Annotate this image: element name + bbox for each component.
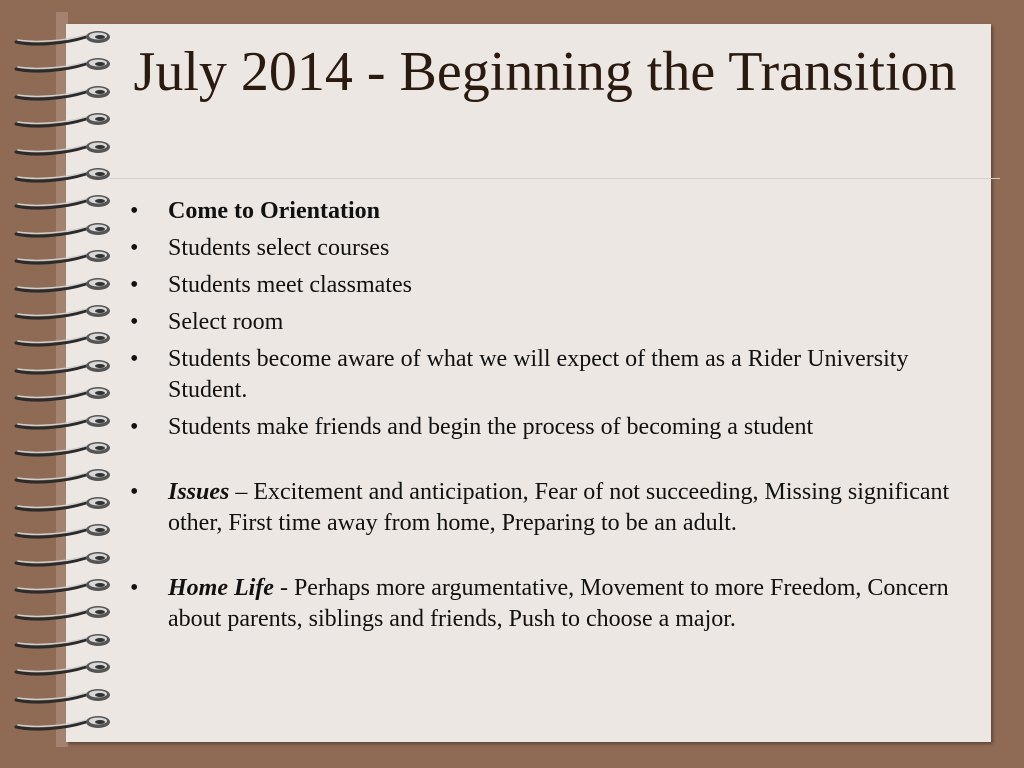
spiral-coil-icon — [14, 549, 114, 569]
spiral-coil-icon — [14, 55, 114, 75]
spiral-coil-icon — [14, 412, 114, 432]
bullet-text: Students make friends and begin the process of becoming a student — [168, 414, 814, 440]
spiral-coil-icon — [14, 138, 114, 158]
spiral-coil-icon — [14, 713, 114, 733]
spiral-coil-icon — [14, 357, 114, 377]
spiral-coil-icon — [14, 521, 114, 541]
bullet-item — [128, 307, 978, 338]
bullet-item — [128, 477, 978, 539]
spiral-coil-icon — [14, 165, 114, 185]
bullet-dot: • — [130, 575, 139, 601]
spiral-coil-icon — [14, 28, 114, 48]
bullet-dot: • — [130, 414, 139, 440]
spiral-coil-icon — [14, 603, 114, 623]
bullet-lead: Come to Orientation — [168, 198, 380, 224]
spiral-coil-icon — [14, 302, 114, 322]
bullet-dot: • — [130, 198, 139, 224]
bullet-text: Select room — [168, 309, 284, 335]
spiral-coil-icon — [14, 576, 114, 596]
bullet-text: – Excitement and anticipation, Fear of not succeeding, Missing significant other, First time away from home, Preparing to be an adult. — [168, 479, 950, 536]
spiral-coil-icon — [14, 329, 114, 349]
bullet-dot: • — [130, 479, 139, 505]
slide-title: July 2014 - Beginning the Transition — [133, 41, 957, 103]
spiral-coil-icon — [14, 658, 114, 678]
bullet-item — [128, 196, 978, 227]
spiral-coil-icon — [14, 275, 114, 295]
bullet-lead: Issues — [168, 479, 230, 505]
bullet-text: Students become aware of what we will expect of them as a Rider University Student. — [168, 346, 909, 403]
title-divider — [110, 178, 1000, 179]
spiral-coil-icon — [14, 110, 114, 130]
bullet-text: Students meet classmates — [168, 272, 412, 298]
bullet-text: Students select courses — [168, 235, 390, 261]
spiral-coil-icon — [14, 439, 114, 459]
spiral-coil-icon — [14, 686, 114, 706]
spiral-coil-icon — [14, 220, 114, 240]
bullet-dot: • — [130, 272, 139, 298]
spiral-binding-icon — [14, 28, 124, 748]
bullet-lead: Home Life — [168, 575, 274, 601]
spiral-coil-icon — [14, 83, 114, 103]
spiral-coil-icon — [14, 384, 114, 404]
spiral-coil-icon — [14, 494, 114, 514]
bullet-item — [128, 344, 978, 406]
bullet-item — [128, 412, 978, 443]
bullet-text: - Perhaps more argumentative, Movement to more Freedom, Concern about parents, siblings and friends, Push to choose a major. — [168, 575, 949, 632]
spiral-coil-icon — [14, 466, 114, 486]
bullet-list — [128, 196, 978, 641]
bullet-item — [128, 270, 978, 301]
bullet-dot: • — [130, 346, 139, 372]
spiral-coil-icon — [14, 192, 114, 212]
bullet-item — [128, 573, 978, 635]
bullet-dot: • — [130, 235, 139, 261]
spiral-coil-icon — [14, 631, 114, 651]
bullet-item — [128, 233, 978, 264]
bullet-dot: • — [130, 309, 139, 335]
spiral-coil-icon — [14, 247, 114, 267]
